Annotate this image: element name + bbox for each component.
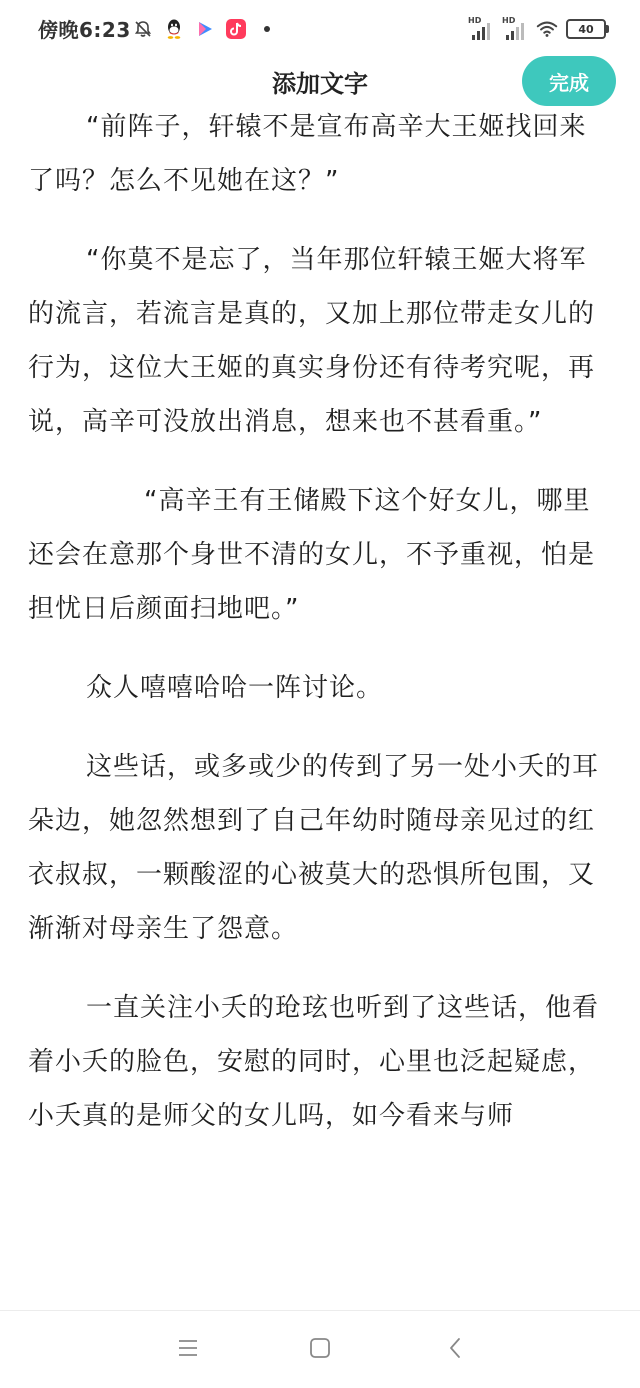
- paragraph[interactable]: “高辛王有王储殿下这个好女儿，哪里还会在意那个身世不清的女儿，不予重视，怕是担忧日后颜面扫地吧。”: [28, 486, 596, 624]
- back-icon[interactable]: [440, 1333, 470, 1363]
- hd-label: HD: [502, 16, 516, 25]
- qq-icon: [163, 18, 185, 40]
- wifi-icon: [536, 18, 558, 40]
- status-icons-right: [468, 15, 606, 43]
- status-bar: [0, 0, 640, 56]
- done-button[interactable]: 完成: [522, 56, 616, 106]
- page-title: 添加文字: [272, 70, 368, 98]
- status-icons-left: [132, 15, 278, 43]
- bell-off-icon: [132, 18, 154, 40]
- title-bar: [0, 56, 640, 108]
- dot-icon: [256, 18, 278, 40]
- status-time: 傍晚6:23: [38, 18, 131, 42]
- video-play-icon: [194, 18, 216, 40]
- hd-label: HD: [468, 16, 482, 25]
- signal-icon: [502, 18, 528, 40]
- home-icon[interactable]: [305, 1333, 335, 1363]
- text-editor-content[interactable]: [28, 104, 608, 1204]
- signal-icon: [468, 18, 494, 40]
- menu-icon[interactable]: [173, 1333, 203, 1363]
- tiktok-icon: [225, 18, 247, 40]
- navigation-bar: [0, 1310, 640, 1388]
- paragraph[interactable]: 众人嘻嘻哈哈一阵讨论。: [86, 673, 384, 703]
- paragraph[interactable]: “前阵子，轩辕不是宣布高辛大王姬找回来了吗？怎么不见她在这？”: [28, 112, 587, 196]
- battery-icon: 40: [566, 19, 606, 39]
- paragraph[interactable]: “你莫不是忘了，当年那位轩辕王姬大将军的流言，若流言是真的，又加上那位带走女儿的行为，这位大王姬的真实身份还有待考究呢，再说，高辛可没放出消息，想来也不甚看重。”: [28, 245, 596, 437]
- paragraph[interactable]: 这些话，或多或少的传到了另一处小夭的耳朵边，她忽然想到了自己年幼时随母亲见过的红衣叔叔，一颗酸涩的心被莫大的恐惧所包围，又渐渐对母亲生了怨意。: [28, 752, 600, 944]
- paragraph[interactable]: 一直关注小夭的玱玹也听到了这些话，他看着小夭的脸色，安慰的同时，心里也泛起疑虑，小夭真的是师父的女儿吗，如今看来与师: [28, 993, 600, 1131]
